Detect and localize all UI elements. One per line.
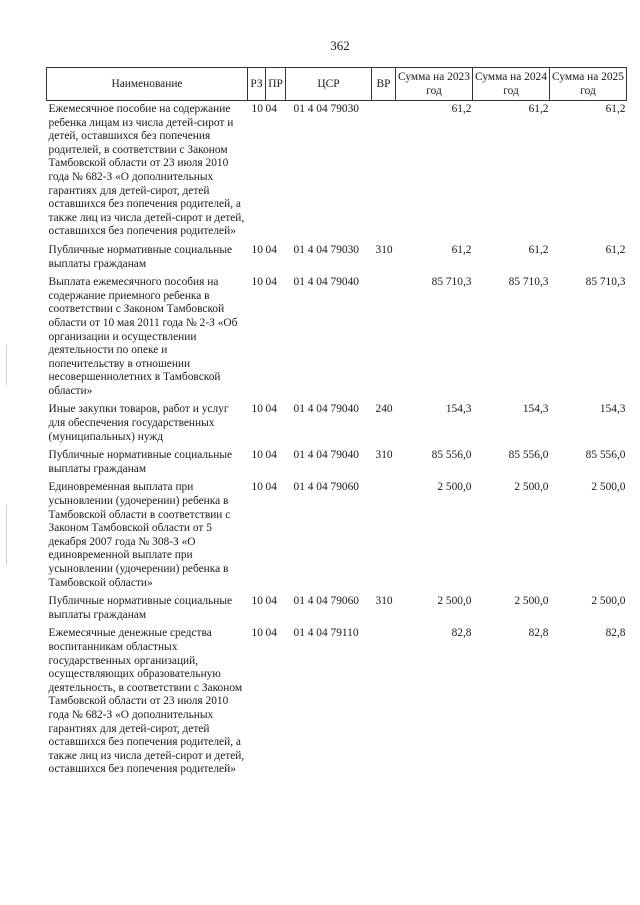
row-name: Выплата ежемесячного пособия на содержание приемного ребенка в соответствии с Законом Тамбовской области от 10 мая 2011 года № 2-З «Об организации и осуществлении деятельности по опеке и попечительству в отношении несовершеннолетних в Тамбовской области» xyxy=(48,276,238,397)
row-vr xyxy=(372,274,396,401)
row-sum-2025: 2 500,0 xyxy=(591,595,626,608)
row-rz: 10 xyxy=(251,449,263,462)
row-csr: 01 4 04 79060 xyxy=(293,595,359,608)
row-sum-2023: 154,3 xyxy=(445,403,472,416)
row-pr: 04 xyxy=(265,103,277,115)
row-sum-2025: 61,2 xyxy=(605,103,626,115)
table-header-row xyxy=(47,68,627,101)
row-sum-2023: 2 500,0 xyxy=(437,481,472,494)
table-row xyxy=(47,447,627,479)
row-rz: 10 xyxy=(251,595,263,608)
header-sum-2023: Сумма на 2023 год xyxy=(396,68,473,101)
row-rz: 10 xyxy=(251,103,263,115)
scan-margin-mark xyxy=(6,345,7,385)
table-row xyxy=(47,401,627,447)
row-vr xyxy=(372,101,396,242)
row-vr: 310 xyxy=(375,449,393,462)
row-csr: 01 4 04 79110 xyxy=(293,627,359,640)
row-rz: 10 xyxy=(251,276,263,289)
row-csr: 01 4 04 79030 xyxy=(293,103,359,115)
row-name: Иные закупки товаров, работ и услуг для обеспечения государственных (муниципальных) нужд xyxy=(48,403,229,443)
header-pr: ПР xyxy=(266,68,286,101)
row-sum-2025: 85 710,3 xyxy=(585,276,626,289)
row-sum-2025: 82,8 xyxy=(605,627,626,640)
header-sum-2025: Сумма на 2025 год xyxy=(550,68,627,101)
row-sum-2025: 154,3 xyxy=(599,403,626,416)
header-csr: ЦСР xyxy=(286,68,372,101)
budget-table xyxy=(46,67,627,780)
table-row xyxy=(47,593,627,625)
table-row xyxy=(47,625,627,780)
row-sum-2025: 61,2 xyxy=(605,243,626,256)
row-sum-2023: 61,2 xyxy=(451,103,472,115)
row-sum-2024: 61,2 xyxy=(528,103,549,115)
table-row xyxy=(47,274,627,401)
row-vr: 310 xyxy=(375,595,393,608)
row-sum-2024: 85 556,0 xyxy=(508,449,549,462)
row-vr: 310 xyxy=(375,243,393,256)
row-vr: 240 xyxy=(375,403,393,416)
row-sum-2023: 2 500,0 xyxy=(437,595,472,608)
row-sum-2025: 85 556,0 xyxy=(585,449,626,462)
row-vr xyxy=(372,479,396,593)
row-sum-2023: 85 710,3 xyxy=(431,276,472,289)
row-pr: 04 xyxy=(265,449,277,462)
row-csr: 01 4 04 79040 xyxy=(293,403,359,416)
table-row xyxy=(47,101,627,242)
row-pr: 04 xyxy=(265,481,277,494)
row-name: Ежемесячные денежные средства воспитанникам областных государственных организаций, осуществляющих образовательную деятельность, в соответствии с Законом Тамбовской области от 23 июля 2010 года № 682-З «О дополнительных гарантиях для детей-сирот, детей оставшихся без попечения родителей, а также лиц из числа детей-сирот и детей, оставшихся без попечения родителей» xyxy=(48,627,245,776)
scan-margin-mark xyxy=(6,505,7,565)
row-sum-2023: 85 556,0 xyxy=(431,449,472,462)
row-sum-2024: 82,8 xyxy=(528,627,549,640)
row-csr: 01 4 04 79030 xyxy=(293,243,359,256)
row-sum-2024: 85 710,3 xyxy=(508,276,549,289)
header-name: Наименование xyxy=(47,68,248,101)
row-pr: 04 xyxy=(265,276,277,289)
page-number: 362 xyxy=(330,38,350,53)
table-row xyxy=(47,242,627,274)
table-row xyxy=(47,479,627,593)
row-csr: 01 4 04 79060 xyxy=(293,481,359,494)
row-rz: 10 xyxy=(251,481,263,494)
header-sum-2024: Сумма на 2024 год xyxy=(473,68,550,101)
row-sum-2025: 2 500,0 xyxy=(591,481,626,494)
row-name: Публичные нормативные социальные выплаты гражданам xyxy=(48,595,233,621)
row-csr: 01 4 04 79040 xyxy=(293,276,359,289)
row-pr: 04 xyxy=(265,403,277,416)
row-name: Ежемесячное пособие на содержание ребенка лицам из числа детей-сирот и детей, оставшихся без попечения родителей, в соответствии с Законом Тамбовской области от 23 июля 2010 года № 682-З «О дополнительных гарантиях для детей-сирот, детей оставшихся без попечения родителей, а также лиц из числа детей-сирот и детей, оставшихся без попечения родителей» xyxy=(48,103,245,238)
row-sum-2024: 61,2 xyxy=(528,243,549,256)
row-csr: 01 4 04 79040 xyxy=(293,449,359,462)
row-name: Публичные нормативные социальные выплаты гражданам xyxy=(48,243,233,270)
row-vr xyxy=(372,625,396,780)
row-pr: 04 xyxy=(265,243,277,256)
row-rz: 10 xyxy=(251,243,263,256)
row-name: Единовременная выплата при усыновлении (удочерении) ребенка в Тамбовской области в соответствии с Законом Тамбовской области от 5 декабря 2007 года № 308-З «О единовременной выплате при усыновлении (удочерении) ребенка в Тамбовской области» xyxy=(48,481,231,589)
row-pr: 04 xyxy=(265,595,277,608)
header-rz: РЗ xyxy=(248,68,266,101)
row-pr: 04 xyxy=(265,627,277,640)
row-rz: 10 xyxy=(251,627,263,640)
row-sum-2023: 82,8 xyxy=(451,627,472,640)
row-sum-2024: 2 500,0 xyxy=(514,481,549,494)
row-sum-2024: 2 500,0 xyxy=(514,595,549,608)
header-vr: ВР xyxy=(372,68,396,101)
row-sum-2024: 154,3 xyxy=(522,403,549,416)
row-name: Публичные нормативные социальные выплаты гражданам xyxy=(48,449,233,475)
row-rz: 10 xyxy=(251,403,263,416)
row-sum-2023: 61,2 xyxy=(451,243,472,256)
